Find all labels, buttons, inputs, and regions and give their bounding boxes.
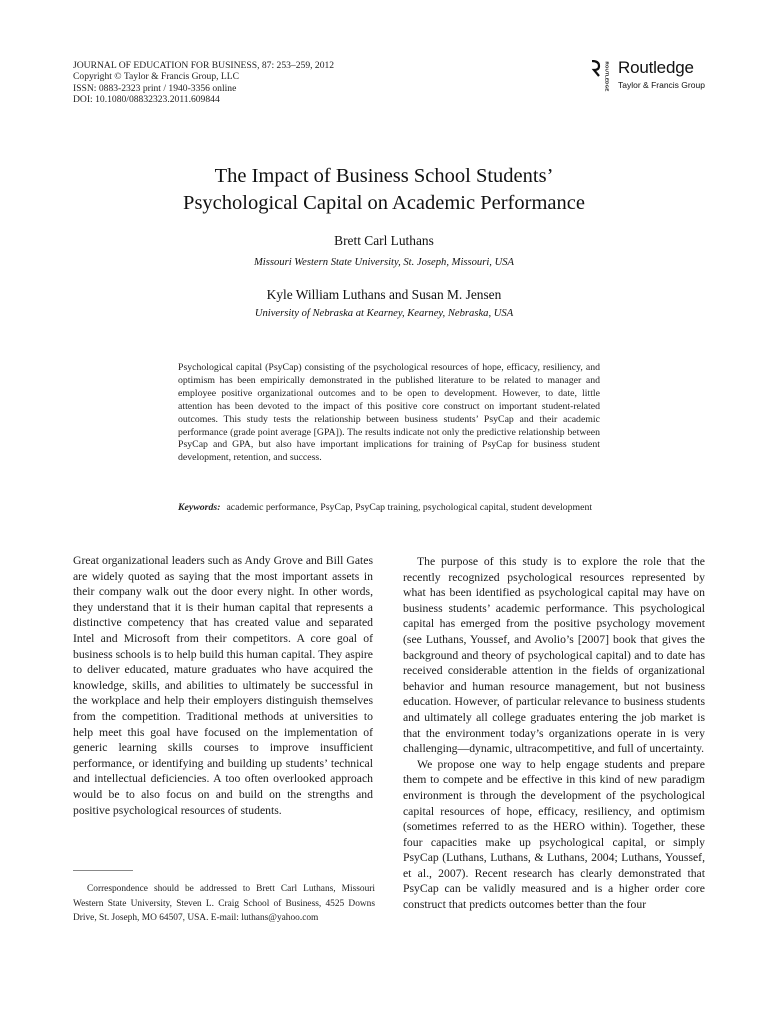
keywords-list: academic performance, PsyCap, PsyCap training, psychological capital, student development — [226, 502, 593, 513]
publisher-logo — [590, 58, 720, 92]
correspondence-footnote: Correspondence should be addressed to Brett Carl Luthans, Missouri Western State University, Steven L. Craig School of Business, 4525 Downs Drive, St. Joseph, MO 64507, USA. E-mail: luthans@yahoo.com — [73, 884, 375, 924]
abstract: Psychological capital (PsyCap) consisting of the psychological resources of hope, efficacy, resiliency, and optimism has been empirically demonstrated in the published literature to be related to manager and employee positive organizational outcomes and to be open to development. However, to date, little attention has been devoted to the impact of this positive core construct on important student-related outcomes. This study tests the relationship between business students’ PsyCap and their academic performance (grade point average [GPA]). The results indicate not only the predictive relationship between PsyCap and GPA, but also have important implications for training of PsyCap for business student development, retention, and success. — [178, 362, 600, 464]
journal-header — [73, 60, 334, 105]
copyright-line: Copyright © Taylor & Francis Group, LLC — [73, 71, 240, 83]
author-2: Kyle William Luthans and Susan M. Jensen — [266, 287, 502, 302]
affiliation-1: Missouri Western State University, St. Joseph, Missouri, USA — [253, 257, 515, 268]
journal-citation: JOURNAL OF EDUCATION FOR BUSINESS, 87: 253–259, 2012 — [73, 60, 335, 71]
publisher-name: Routledge — [618, 58, 694, 77]
keywords — [178, 502, 600, 515]
body-paragraph: Great organizational leaders such as Andy Grove and Bill Gates are widely quoted as saying that the most important assets in their company walk out the door every night. In other words, they understand that it is their human capital that represents a distinctive competency that has created value and separated Intel and Microsoft from their competitors. A core goal of business schools is to help build this human capital. They aspire to deliver educated, mature graduates who have acquired the knowledge, skills, and abilities to ultimately be successful in the workplace and help their employers distinguish themselves from the competition. Traditional methods at universities to help meet this goal have focused on the implementation of generic learning skills courses to improve insufficient performance, or identifying and building up students’ technical and intellectual deficiencies. A too often overlooked approach would be to also focus on and build on the strengths and positive psychological resources of students. — [73, 554, 373, 817]
body-left-column — [73, 553, 373, 818]
body-right-column — [403, 554, 705, 913]
title-line-1: The Impact of Business School Students’ — [214, 165, 554, 187]
body-paragraph: We propose one way to help engage students and prepare them to compete and be effective in this kind of new paradigm environment is through the development of the psychological capital resources of hope, efficacy, resiliency, and optimism (sometimes referred to as the HERO within). Together, these four capacities make up psychological capital, or simply PsyCap (Luthans, Luthans, & Luthans, 2004; Luthans, Youssef, et al., 2007). Recent research has clearly demonstrated that PsyCap can be validly measured and is a higher order core construct that predicts outcomes better than the four — [403, 757, 705, 912]
paper-title — [0, 163, 768, 217]
author-1: Brett Carl Luthans — [334, 233, 434, 248]
issn-line: ISSN: 0883-2323 print / 1940-3356 online — [73, 82, 237, 94]
title-line-2: Psychological Capital on Academic Performance — [183, 192, 585, 214]
keywords-label: Keywords: — [178, 502, 221, 513]
publisher-group: Taylor & Francis Group — [618, 80, 705, 90]
doi-line: DOI: 10.1080/08832323.2011.609844 — [73, 93, 220, 105]
publisher-vertical-text: ROUTLEDGE — [604, 61, 610, 92]
footnote-divider — [73, 870, 133, 871]
body-paragraph: The purpose of this study is to explore the role that the recently recognized psychological resources represented by what has been identified as psychological capital may have on business students’ academic performance. This psychological capital has emerged from the positive psychology movement (see Luthans, Youssef, and Avolio’s [2007] book that gives the background and theory of psychological capital) and to date has received considerable attention in the fields of organizational behavior and human resource management, but not business education. However, of particular relevance to business students and ultimately all college graduates entering the job market is that the environment today’s organizations operate in is very challenging—dynamic, ultracompetitive, and full of uncertainty. — [403, 555, 705, 756]
affiliation-2: University of Nebraska at Kearney, Kearney, Nebraska, USA — [254, 308, 514, 319]
